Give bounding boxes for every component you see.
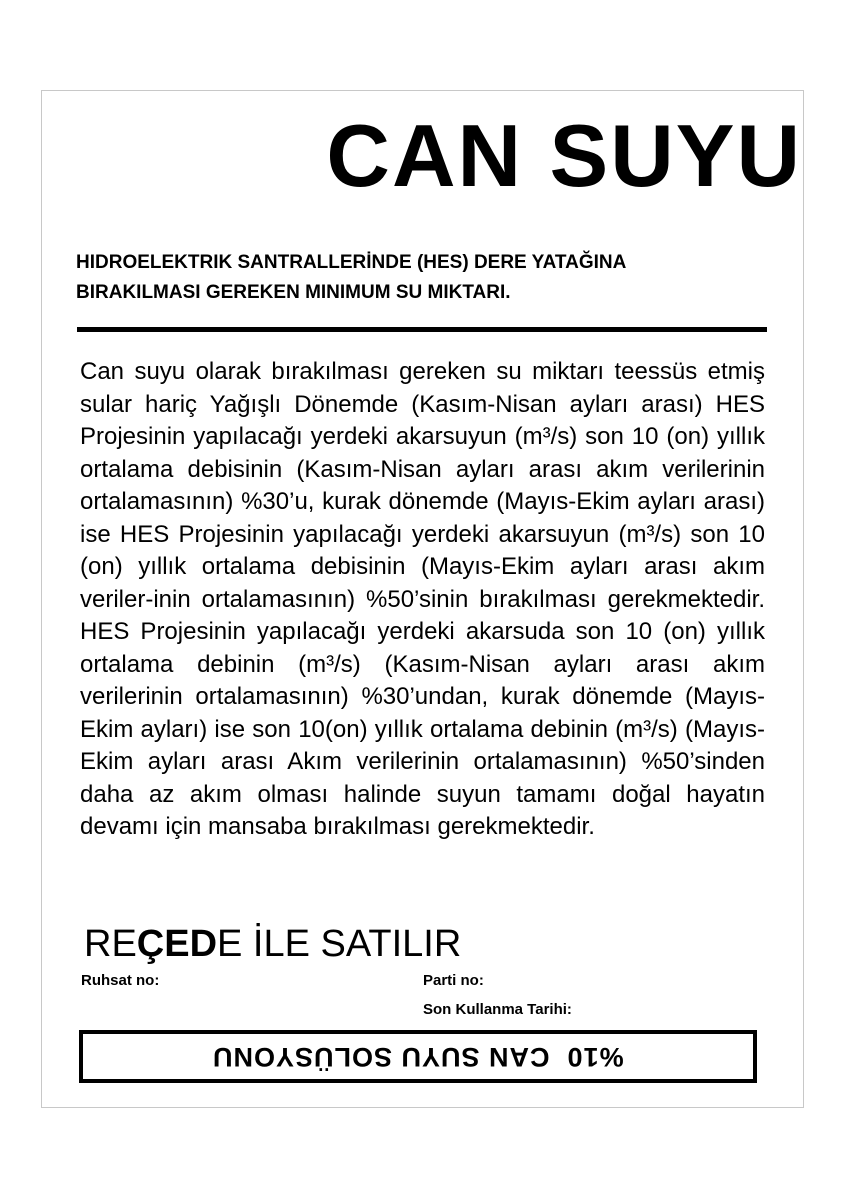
subtitle-line-2: BIRAKILMASI GEREKEN MINIMUM SU MIKTARI. bbox=[76, 282, 511, 303]
subtitle-line-1: HIDROELEKTRIK SANTRALLERİNDE (HES) DERE YATAĞINA bbox=[76, 252, 627, 273]
product-title: CAN SUYU bbox=[326, 106, 802, 205]
prescription-part-bold: ÇED bbox=[136, 923, 218, 965]
prescription-notice bbox=[84, 922, 461, 966]
divider-rule bbox=[77, 327, 767, 332]
prescription-part-3: E İLE SATILIR bbox=[217, 923, 462, 965]
expiry-date-label: Son Kullanma Tarihi: bbox=[423, 1001, 572, 1018]
license-number-label: Ruhsat no: bbox=[81, 972, 160, 989]
subtitle bbox=[76, 248, 776, 308]
description-paragraph: Can suyu olarak bırakılması gereken su miktarı teessüs etmiş sular hariç Yağışlı Dönemde (Kasım-Nisan ayları arası) HES Projesinin yapılacağı yerdeki akarsuyun (m³/s) son 10 (on) yıllık ortalama debisinin (Kasım-Nisan ayları arası akım verilerinin ortalamasının) %30’u, kurak dönemde (Mayıs-Ekim ayları arası) ise HES Projesinin yapılacağı yerdeki akarsuyun (m³/s) son 10 (on) yıllık ortalama debisinin (Mayıs-Ekim ayları arası akım veriler-inin ortalamasının) %50’sinin bırakılması gerekmektedir. HES Projesinin yapılacağı yerdeki akarsuda son 10 (on) yıllık ortalama debinin (m³/s) (Kasım-Nisan ayları arası akım verilerinin ortalamasının) %30’undan, kurak dönemde (Mayıs-Ekim ayları) ise son 10(on) yıllık ortalama debinin (m³/s) (Mayıs-Ekim ayları arası Akım verilerinin ortalamasının) %50’sinden daha az akım olması halinde suyun tamamı doğal hayatın devamı için mansaba bırakılması gerekmektedir. bbox=[80, 358, 765, 840]
batch-number-label: Parti no: bbox=[423, 972, 484, 989]
inverted-product-label: %10 CAN SUYU SOLÜSYONU bbox=[212, 1042, 624, 1072]
prescription-part-1: RE bbox=[84, 923, 137, 965]
inverted-product-label-box bbox=[79, 1030, 757, 1083]
